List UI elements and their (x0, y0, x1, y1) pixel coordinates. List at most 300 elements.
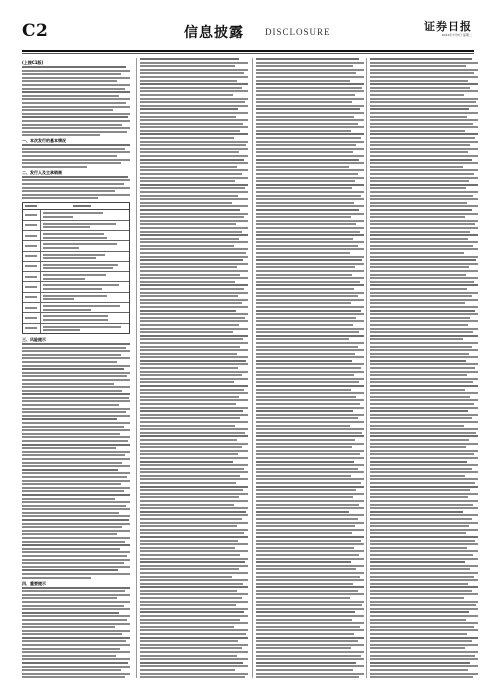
text-line (22, 426, 124, 428)
text-line (22, 462, 122, 464)
text-line (370, 94, 464, 96)
text-line (140, 90, 248, 92)
text-line (140, 673, 248, 675)
text-line (370, 583, 468, 585)
text-line (370, 195, 473, 197)
text-line (22, 608, 130, 610)
text-line (140, 443, 248, 445)
text-line (370, 144, 470, 146)
text-line (256, 159, 359, 161)
text-line (256, 252, 350, 254)
text-line (22, 354, 121, 356)
text-line (256, 374, 354, 376)
text-line (370, 313, 478, 315)
text-line (370, 184, 478, 186)
text-line (370, 443, 478, 445)
text-line (140, 338, 243, 340)
text-line (370, 119, 478, 121)
text-line (370, 655, 475, 657)
text-line (256, 299, 364, 301)
text-line (256, 195, 361, 197)
text-line (140, 335, 248, 337)
text-line (140, 342, 248, 344)
text-line (256, 496, 353, 498)
text-line (140, 209, 240, 211)
text-line (370, 130, 465, 132)
text-line (256, 177, 364, 179)
text-line (22, 166, 87, 168)
text-line (256, 461, 354, 463)
text-line (256, 547, 354, 549)
text-line (256, 302, 351, 304)
text-line (256, 248, 364, 250)
text-line (256, 417, 358, 419)
text-line (22, 458, 130, 460)
body-paragraph (22, 144, 130, 168)
table-row (23, 313, 129, 323)
text-line (256, 579, 364, 581)
text-line (140, 399, 248, 401)
text-line (140, 292, 248, 294)
text-line (22, 548, 120, 550)
text-line (140, 482, 236, 484)
text-line (256, 644, 364, 646)
text-line (370, 234, 478, 236)
text-line (256, 130, 351, 132)
text-line (140, 195, 238, 197)
text-line (370, 159, 472, 161)
text-line (140, 565, 248, 567)
text-line (140, 313, 248, 315)
text-line (140, 155, 248, 157)
text-line (256, 593, 364, 595)
text-line (140, 586, 248, 588)
text-line (22, 619, 127, 621)
text-line (256, 604, 362, 606)
text-line (22, 676, 125, 678)
text-line (22, 368, 124, 370)
text-line (370, 367, 475, 369)
text-line (140, 615, 248, 617)
text-line (370, 116, 467, 118)
text-line (140, 80, 237, 82)
text-line (140, 396, 239, 398)
text-line (370, 644, 478, 646)
text-line (370, 586, 478, 588)
text-line (22, 347, 126, 349)
text-line (22, 113, 130, 115)
text-line (370, 417, 472, 419)
issue-date: 2022年7月5日 星期二 (441, 33, 472, 37)
text-line (256, 446, 352, 448)
text-line (22, 508, 130, 510)
text-line (140, 468, 244, 470)
text-line (140, 493, 248, 495)
text-line (370, 432, 476, 434)
text-line (22, 127, 130, 129)
text-line (140, 453, 238, 455)
text-line (370, 277, 478, 279)
text-line (256, 396, 356, 398)
text-line (370, 421, 478, 423)
text-line (370, 446, 466, 448)
text-line (370, 328, 478, 330)
text-line (370, 90, 478, 92)
text-line (256, 576, 360, 578)
text-line (370, 392, 478, 394)
text-line (140, 435, 248, 437)
text-line (140, 644, 248, 646)
text-line (370, 547, 467, 549)
text-line (256, 637, 364, 639)
text-line (256, 356, 364, 358)
text-line (140, 532, 244, 534)
text-line (370, 558, 478, 560)
text-line (22, 658, 130, 660)
text-line (140, 159, 244, 161)
text-line (370, 371, 478, 373)
text-line (140, 507, 248, 509)
text-line (140, 123, 243, 125)
text-line (256, 87, 362, 89)
text-line (140, 191, 248, 193)
text-line (256, 522, 364, 524)
text-line (140, 76, 248, 78)
text-line (370, 385, 478, 387)
text-line (22, 551, 130, 553)
text-line (256, 475, 351, 477)
article-column-3 (256, 58, 364, 680)
text-line (22, 662, 128, 664)
newspaper-name: 证券日报 (424, 20, 472, 33)
text-line (22, 562, 124, 564)
text-line (140, 554, 240, 556)
text-line (140, 223, 236, 225)
text-line (22, 465, 130, 467)
text-line (256, 90, 364, 92)
text-line (370, 374, 467, 376)
text-line (256, 108, 360, 110)
text-line (370, 177, 478, 179)
text-line (140, 187, 245, 189)
text-line (370, 410, 468, 412)
text-line (370, 151, 468, 153)
text-line (256, 478, 364, 480)
text-line (256, 62, 364, 64)
section-heading: 三、风险提示 (22, 336, 46, 342)
text-line (140, 669, 235, 671)
section-title: 信息披露 (184, 25, 244, 41)
disclosure-table (22, 202, 130, 334)
text-line (370, 478, 478, 480)
text-line (140, 558, 248, 560)
text-line (140, 238, 239, 240)
text-line (256, 453, 360, 455)
text-line (370, 80, 468, 82)
text-line (370, 425, 464, 427)
text-line (140, 633, 246, 635)
text-line (370, 245, 473, 247)
text-line (370, 317, 470, 319)
text-line (140, 475, 240, 477)
text-line (140, 87, 242, 89)
text-line (256, 536, 364, 538)
text-line (370, 647, 465, 649)
text-line (256, 105, 364, 107)
text-line (256, 223, 356, 225)
text-line (256, 619, 352, 621)
text-line (370, 83, 478, 85)
text-line (22, 106, 130, 108)
text-line (256, 180, 355, 182)
text-line (22, 109, 113, 111)
table-row (23, 221, 129, 231)
text-line (22, 134, 100, 136)
text-line (370, 213, 478, 215)
text-line (256, 468, 358, 470)
text-line (140, 101, 245, 103)
text-line (256, 274, 352, 276)
text-line (22, 411, 126, 413)
table-row (23, 293, 129, 303)
text-line (256, 590, 358, 592)
text-line (22, 422, 130, 424)
text-line (140, 651, 248, 653)
text-line (22, 626, 115, 628)
text-line (256, 234, 364, 236)
text-line (140, 593, 248, 595)
text-line (370, 435, 478, 437)
text-line (140, 597, 242, 599)
text-line (370, 169, 478, 171)
text-line (256, 676, 359, 678)
text-line (140, 248, 248, 250)
table-row (23, 324, 129, 333)
text-line (256, 349, 364, 351)
text-line (256, 511, 349, 513)
text-line (140, 629, 248, 631)
section-heading: 四、重要提示 (22, 580, 46, 586)
text-line (256, 209, 359, 211)
text-line (256, 439, 355, 441)
text-line (256, 184, 364, 186)
text-line (256, 673, 364, 675)
text-line (370, 162, 478, 164)
text-line (256, 647, 351, 649)
text-line (370, 173, 474, 175)
text-line (22, 95, 119, 97)
text-line (140, 478, 248, 480)
masthead (22, 18, 474, 48)
text-line (140, 428, 248, 430)
text-line (370, 342, 478, 344)
text-line (22, 494, 130, 496)
text-line (22, 176, 128, 178)
text-line (22, 187, 130, 189)
text-line (22, 183, 124, 185)
text-line (370, 611, 469, 613)
text-line (370, 428, 478, 430)
text-line (22, 91, 130, 93)
text-line (370, 216, 465, 218)
text-line (140, 205, 248, 207)
text-line (140, 385, 248, 387)
text-line (22, 73, 121, 75)
text-line (140, 72, 244, 74)
text-line (256, 166, 349, 168)
text-line (140, 299, 248, 301)
text-line (22, 597, 117, 599)
text-line (22, 343, 130, 345)
text-line (140, 439, 237, 441)
text-line (22, 537, 130, 539)
text-line (22, 623, 130, 625)
text-line (140, 162, 248, 164)
text-line (370, 281, 474, 283)
text-line (140, 213, 248, 215)
body-paragraph (22, 176, 130, 200)
text-line (370, 593, 478, 595)
text-line (256, 169, 364, 171)
text-line (140, 169, 248, 171)
text-line (140, 583, 243, 585)
text-line (22, 673, 130, 675)
text-line (140, 504, 234, 506)
text-line (256, 565, 364, 567)
text-line (370, 259, 476, 261)
body-paragraph (370, 58, 478, 680)
text-line (140, 626, 234, 628)
text-line (22, 159, 130, 161)
text-line (256, 65, 353, 67)
text-line (256, 489, 356, 491)
text-line (140, 220, 248, 222)
text-line (370, 87, 470, 89)
text-line (370, 292, 478, 294)
text-line (140, 518, 242, 520)
text-line (256, 238, 353, 240)
text-line (140, 471, 248, 473)
article-column-4 (370, 58, 478, 680)
text-line (140, 601, 248, 603)
text-line (370, 306, 478, 308)
text-line (22, 77, 130, 79)
column-divider (252, 58, 253, 678)
text-line (370, 133, 478, 135)
text-line (140, 403, 236, 405)
text-line (22, 555, 127, 557)
text-line (22, 84, 130, 86)
text-line (140, 389, 244, 391)
text-line (140, 525, 237, 527)
text-line (256, 94, 355, 96)
text-line (370, 536, 478, 538)
text-line (140, 346, 240, 348)
table-row (23, 272, 129, 282)
text-line (370, 338, 463, 340)
text-line (22, 124, 122, 126)
text-line (256, 148, 364, 150)
text-line (256, 231, 360, 233)
text-line (256, 80, 350, 82)
text-line (370, 511, 463, 513)
text-line (256, 123, 358, 125)
text-line (22, 512, 119, 514)
text-line (22, 194, 130, 196)
text-line (22, 501, 130, 503)
text-line (140, 500, 248, 502)
text-line (140, 306, 248, 308)
text-line (140, 216, 244, 218)
text-line (140, 360, 246, 362)
text-line (22, 601, 130, 603)
text-line (256, 116, 354, 118)
text-line (370, 141, 478, 143)
text-line (22, 386, 130, 388)
text-line (140, 579, 248, 581)
text-line (22, 498, 115, 500)
text-line (370, 399, 478, 401)
text-line (140, 202, 232, 204)
text-line (370, 665, 478, 667)
text-line (370, 522, 478, 524)
text-line (256, 241, 364, 243)
text-line (256, 198, 364, 200)
text-line (140, 640, 238, 642)
text-line (256, 324, 353, 326)
text-line (370, 619, 466, 621)
text-line (370, 669, 468, 671)
text-line (256, 137, 361, 139)
text-line (22, 102, 126, 104)
text-line (370, 554, 473, 556)
table-row (23, 252, 129, 262)
text-line (370, 72, 474, 74)
text-line (140, 281, 235, 283)
text-line (256, 640, 358, 642)
text-line (22, 433, 120, 435)
text-line (256, 601, 364, 603)
text-line (22, 633, 122, 635)
text-line (140, 108, 238, 110)
text-line (22, 98, 130, 100)
text-line (22, 577, 91, 579)
text-line (140, 65, 235, 67)
text-line (140, 374, 242, 376)
text-line (256, 367, 361, 369)
text-line (370, 180, 469, 182)
text-line (370, 579, 478, 581)
text-line (22, 148, 125, 150)
text-line (256, 277, 364, 279)
table-row (23, 282, 129, 292)
text-line (22, 144, 130, 146)
text-line (22, 447, 116, 449)
text-line (370, 108, 469, 110)
text-line (22, 404, 119, 406)
text-line (140, 112, 248, 114)
text-line (140, 310, 236, 312)
text-line (256, 658, 364, 660)
text-line (140, 522, 248, 524)
text-line (140, 363, 248, 365)
text-line (256, 507, 364, 509)
text-line (256, 450, 364, 452)
text-line (256, 338, 349, 340)
text-line (370, 633, 467, 635)
body-paragraph (22, 66, 130, 136)
text-line (370, 486, 478, 488)
